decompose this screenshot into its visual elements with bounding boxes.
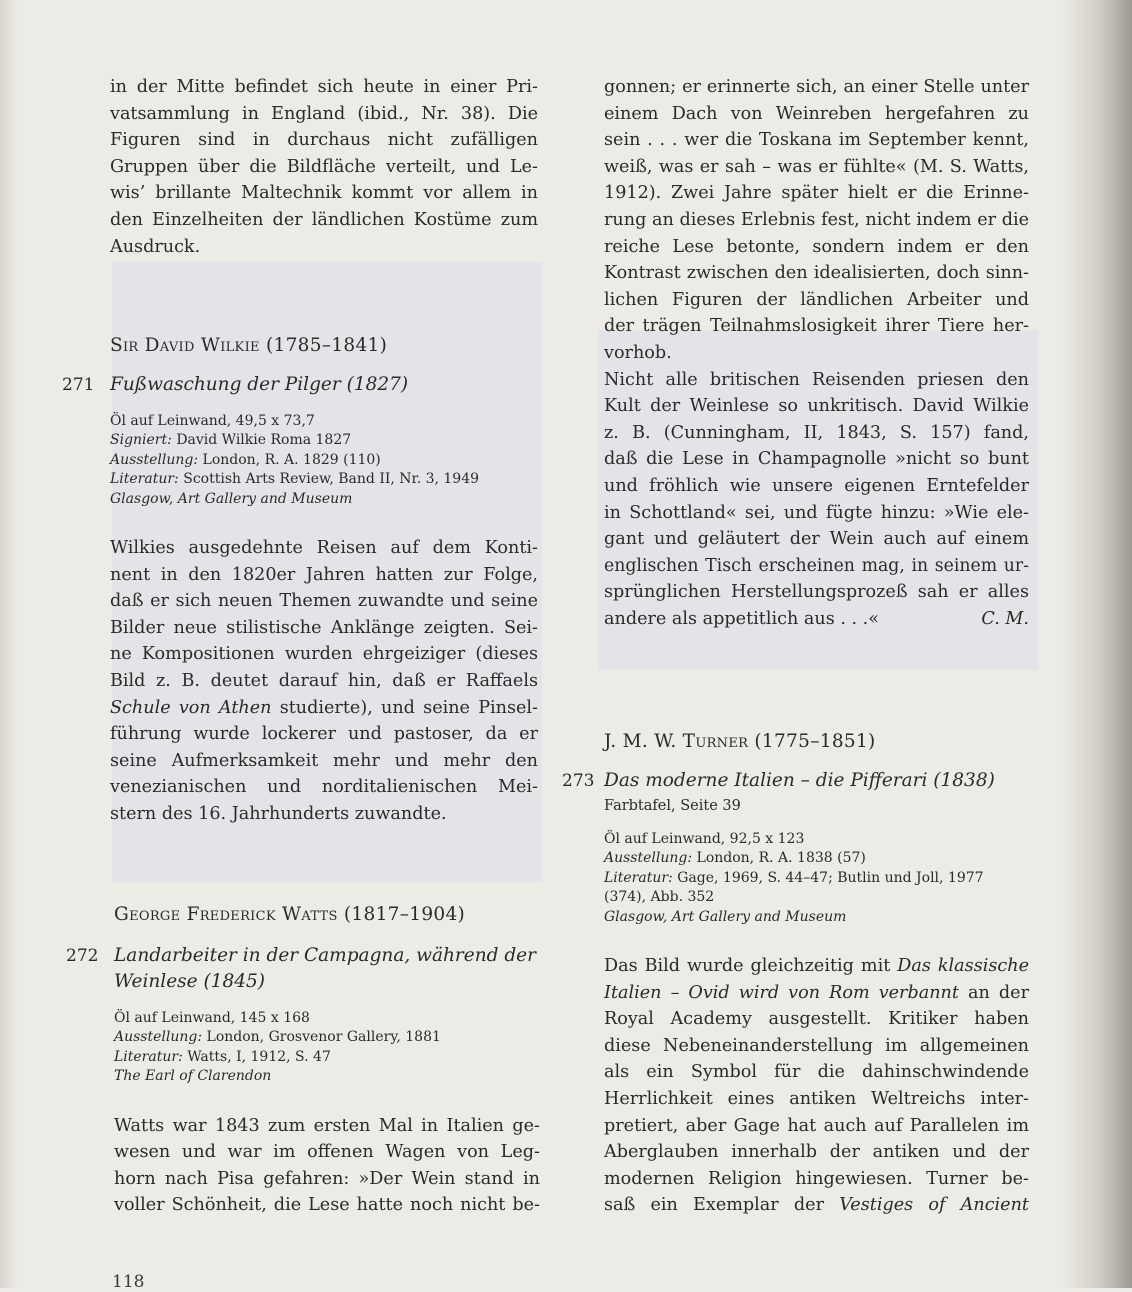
literature-line: [110, 470, 538, 489]
text-line: stern des 16. Jahrhunderts zuwandte.: [110, 803, 447, 824]
text-line: in Schottland« sei, und fügte hinzu: »Wie ele-: [604, 502, 1029, 523]
text-line: Nicht alle britischen Reisenden priesen den: [604, 369, 1029, 390]
text-fragment: saß ein Exemplar der: [604, 1195, 824, 1216]
literature-label: Literatur:: [110, 471, 179, 488]
wilkie-paragraph: [110, 535, 538, 828]
entry-number: 271: [62, 375, 95, 395]
literature-value: Watts, I, 1912, S. 47: [187, 1048, 331, 1065]
text-line: pretiert, aber Gage hat auch auf Parallelen im: [604, 1115, 1029, 1136]
text-line: als ein Symbol für die dahinschwindende: [604, 1062, 1029, 1083]
text-line: modernen Religion hingewiesen. Turner be-: [604, 1168, 1029, 1189]
page-number: 118: [112, 1272, 145, 1292]
text-line: diese Nebeneinanderstellung im allgemeinen: [604, 1035, 1029, 1056]
text-line: daß er sich neuen Themen zuwandte und seine: [110, 591, 538, 612]
text-line: Bilder neue stilistische Anklänge zeigten. Sei-: [110, 617, 538, 638]
entry-number: 273: [562, 771, 595, 791]
text-line: Ausdruck.: [110, 236, 201, 257]
page-edge-shadow: [1062, 0, 1132, 1288]
entry-metadata: [110, 412, 538, 509]
text-line: Kult der Weinlese so unkritisch. David Wilkie: [604, 396, 1029, 417]
text-fragment: Das Bild wurde gleichzeitig mit: [604, 956, 891, 977]
text-line-with-italic: [604, 953, 1029, 980]
italic-title: Das klassische: [897, 956, 1029, 977]
literature-line: [114, 1048, 540, 1067]
text-line: Royal Academy ausgestellt. Kritiker haben: [604, 1009, 1029, 1030]
medium: Öl auf Leinwand, 49,5 x 73,7: [110, 413, 315, 429]
text-line: den Einzelheiten der ländlichen Kostüme zum: [110, 209, 538, 230]
author-signature: C. M.: [981, 608, 1029, 629]
text-line: der trägen Teilnahmslosigkeit ihrer Tiere her-: [604, 316, 1029, 337]
text-line: reiche Lese betonte, sondern indem er den: [604, 236, 1029, 257]
text-line: venezianischen und norditalienischen Mei-: [110, 777, 538, 798]
text-line: englischen Tisch erscheinen mag, in seinem ur-: [604, 555, 1029, 576]
text-line: weiß, was er sah – was er fühlte« (M. S. Watts,: [604, 156, 1029, 177]
text-line: voller Schönheit, die Lese hatte noch nicht be-: [114, 1195, 540, 1216]
text-line: ne Kompositionen wurden ehrgeiziger (dieses: [110, 644, 538, 665]
entry-number: 272: [66, 946, 99, 966]
turner-paragraph: [604, 953, 1029, 1219]
text-line: Watts war 1843 zum ersten Mal in Italien ge-: [114, 1115, 540, 1136]
text-line: Figuren sind in durchaus nicht zufälligen: [110, 130, 538, 151]
text-line: horn nach Pisa gefahren: »Der Wein stand in: [114, 1168, 540, 1189]
text-line: Gruppen über die Bildfläche verteilt, und Le-: [110, 156, 538, 177]
catalogue-entry-271: [62, 372, 538, 398]
text-fragment: studierte), und seine Pinsel-: [279, 697, 539, 718]
collection: [604, 908, 1029, 927]
medium: Öl auf Leinwand, 145 x 168: [114, 1010, 310, 1026]
artist-heading: George Frederick Watts (1817–1904): [114, 904, 466, 925]
text-line: rung an dieses Erlebnis fest, nicht indem er die: [604, 209, 1029, 230]
watts-paragraph: [114, 1113, 540, 1219]
entry-title: Das moderne Italien – die Pifferari (1838): [604, 770, 995, 791]
text-line: Herrlichkeit eines antiken Weltreichs inter-: [604, 1089, 1029, 1109]
text-line: gonnen; er erinnerte sich, an einer Stelle unter: [604, 77, 1029, 97]
text-line-with-italic: [110, 695, 538, 722]
exhibition-value: London, R. A. 1829 (110): [202, 451, 381, 468]
signed-value: David Wilkie Roma 1827: [176, 432, 352, 449]
watts-section: [66, 903, 540, 1219]
exhibition-value: London, Grosvenor Gallery, 1881: [206, 1029, 441, 1046]
text-line: andere als appetitlich aus . . .«: [604, 608, 880, 629]
text-line: vorhob.: [604, 342, 672, 363]
artist-heading: Sir David Wilkie (1785–1841): [110, 335, 388, 356]
italic-title: Vestiges of Ancient: [839, 1195, 1029, 1216]
entry-title-line: Landarbeiter in der Campagna, während der: [114, 945, 536, 966]
collection: [110, 490, 538, 509]
literature-line: [604, 869, 1029, 888]
italic-title: Schule von Athen: [110, 697, 272, 718]
text-line: Bild z. B. deutet darauf hin, daß er Raffaels: [110, 671, 538, 691]
literature-label: Literatur:: [604, 869, 673, 886]
exhibition-label: Ausstellung:: [604, 850, 693, 867]
artist-heading: J. M. W. Turner (1775–1851): [604, 731, 876, 752]
text-line: sein . . . wer die Toskana im September kennt,: [604, 130, 1029, 151]
signed-line: [110, 431, 538, 450]
catalogue-entry-273: [562, 768, 1029, 816]
entry-title: Fußwaschung der Pilger (1827): [110, 374, 409, 395]
text-line: gant und geläutert der Wein auch auf einem: [604, 529, 1029, 550]
left-column: [110, 74, 538, 260]
text-line: führung wurde lockerer und pastoser, da er: [110, 724, 538, 745]
entry-metadata: [604, 830, 1029, 927]
text-line: daß die Lese in Champagnolle »nicht so bunt: [604, 449, 1029, 470]
literature-value: Scottish Arts Review, Band II, Nr. 3, 1949: [183, 471, 480, 488]
collection: [114, 1067, 540, 1086]
text-line: Aberglauben innerhalb der antiken und der: [604, 1142, 1029, 1163]
text-line: einem Dach von Weinreben hergefahren zu: [604, 103, 1029, 124]
literature-value: Gage, 1969, S. 44–47; Butlin und Joll, 1977: [677, 869, 984, 886]
exhibition-line: [110, 451, 538, 470]
turner-section: [562, 730, 1030, 1219]
page-gutter-shadow: [0, 0, 18, 1288]
text-line-with-italic: [604, 1192, 1029, 1219]
signed-label: Signiert:: [110, 432, 172, 449]
text-line: und fröhlich wie unsere eigenen Erntefelder: [604, 475, 1029, 496]
text-line: lichen Figuren der ländlichen Arbeiter und: [604, 289, 1029, 310]
italic-title: Italien – Ovid wird von Rom verbannt: [604, 982, 959, 1003]
literature-continued: (374), Abb. 352: [604, 889, 715, 906]
right-column: [604, 74, 1029, 632]
exhibition-line: [604, 849, 1029, 868]
exhibition-label: Ausstellung:: [114, 1029, 203, 1046]
watts-continued-paragraph: [604, 74, 1029, 632]
literature-label: Literatur:: [114, 1048, 183, 1065]
text-line: nent in den 1820er Jahren hatten zur Folge,: [110, 564, 538, 585]
exhibition-label: Ausstellung:: [110, 451, 199, 468]
entry-metadata: [114, 1009, 540, 1087]
text-line: Kontrast zwischen den idealisierten, doch sinn-: [604, 263, 1029, 284]
text-line: sprünglichen Herstellungsprozeß sah er alles: [604, 582, 1029, 603]
catalogue-entry-272: [66, 943, 540, 995]
collection-value: Glasgow, Art Gallery and Museum: [110, 490, 353, 507]
entry-title-line: Weinlese (1845): [114, 971, 265, 992]
medium: Öl auf Leinwand, 92,5 x 123: [604, 831, 805, 847]
collection-value: Glasgow, Art Gallery and Museum: [604, 908, 847, 925]
colour-plate-reference: Farbtafel, Seite 39: [604, 798, 741, 814]
text-line: vatsammlung in England (ibid., Nr. 38). Die: [110, 103, 538, 124]
collection-value: The Earl of Clarendon: [114, 1068, 272, 1085]
text-line: wesen und war im offenen Wagen von Leg-: [114, 1142, 540, 1163]
text-line: Wilkies ausgedehnte Reisen auf dem Konti-: [110, 538, 538, 559]
exhibition-value: London, R. A. 1838 (57): [696, 850, 866, 867]
text-fragment: an der: [968, 982, 1030, 1003]
text-line: wis’ brillante Maltechnik kommt vor allem in: [110, 183, 538, 204]
exhibition-line: [114, 1028, 540, 1047]
intro-paragraph: [110, 74, 538, 260]
wilkie-section: [62, 334, 539, 828]
text-line: seine Aufmerksamkeit mehr und mehr den: [110, 750, 538, 771]
text-line: z. B. (Cunningham, II, 1843, S. 157) fand,: [604, 422, 1029, 443]
text-line: 1912). Zwei Jahre später hielt er die Erinne-: [604, 183, 1029, 204]
text-line-with-italic: [604, 980, 1029, 1007]
text-line: in der Mitte befindet sich heute in einer Pri-: [110, 77, 538, 97]
